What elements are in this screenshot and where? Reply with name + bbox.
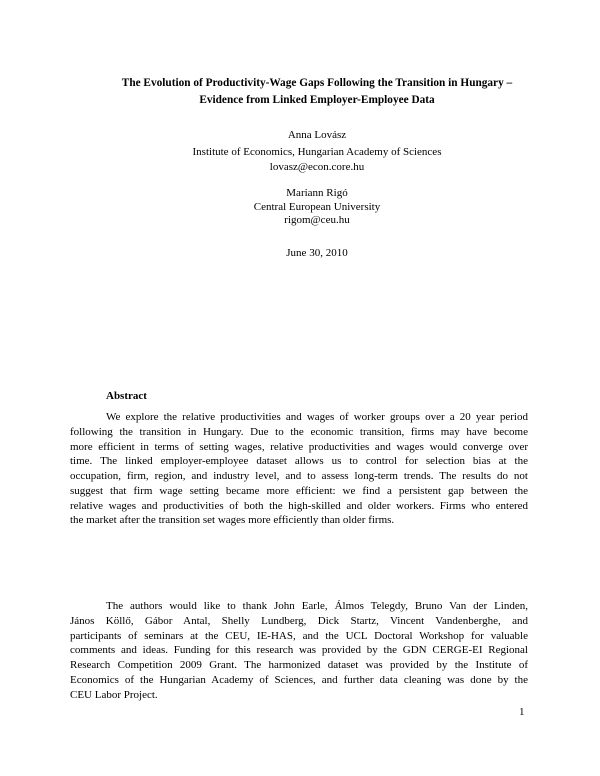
- paper-title-line-2: Evidence from Linked Employer-Employee Data: [199, 94, 435, 106]
- abstract-line: more efficient in terms of setting wages, relative productivities and wages would converge over: [70, 440, 528, 453]
- acknowledgement-line: CEU Labor Project.: [70, 688, 158, 701]
- acknowledgement-line: The authors would like to thank John Earle, Álmos Telegdy, Bruno Van der Linden,: [106, 600, 528, 612]
- paper-title-line-1: The Evolution of Productivity-Wage Gaps Following the Transition in Hungary –: [121, 77, 513, 89]
- author-2-name: Mariann Rigó: [286, 187, 348, 199]
- abstract-line: We explore the relative productivities and wages of worker groups over a 20 year period: [106, 411, 528, 423]
- abstract-line: occupation, firm, region, and industry level, and to assess long-term trends. The results do not: [70, 470, 528, 482]
- abstract-line: following the transition in Hungary. Due to the economic transition, firms may have become: [70, 425, 528, 438]
- acknowledgement-line: Research Competition 2009 Grant. The harmonized dataset was provided by the Institute of: [70, 659, 528, 671]
- acknowledgement-line: János Köllő, Gábor Antal, Shelly Lundberg, Dick Startz, Vincent Vandenberghe, and: [70, 614, 528, 627]
- acknowledgements-footnote: [70, 599, 528, 702]
- abstract-heading: Abstract: [106, 390, 147, 402]
- acknowledgement-line: comments and ideas. Funding for this research was provided by the GDN CERGE-EI Regional: [70, 644, 528, 657]
- abstract-line: suggest that firm wage setting became more efficient: we find a persistent gap between the: [70, 484, 528, 497]
- page-number: 1: [519, 706, 525, 718]
- author-1-affiliation: Institute of Economics, Hungarian Academy of Sciences: [192, 146, 442, 158]
- paper-date: June 30, 2010: [286, 247, 348, 259]
- author-2-email: rigom@ceu.hu: [284, 214, 350, 226]
- author-1-email: lovasz@econ.core.hu: [269, 161, 365, 173]
- acknowledgement-line: Economics of the Hungarian Academy of Sciences, and further data cleaning was done by the: [70, 673, 528, 686]
- abstract-line: the market after the transition set wages more efficiently than older firms.: [70, 514, 395, 527]
- author-2-affiliation: Central European University: [253, 201, 381, 213]
- acknowledgement-line: participants of seminars at the CEU, IE-HAS, and the UCL Doctoral Workshop for valuable: [70, 629, 528, 642]
- abstract-body: [70, 410, 528, 528]
- author-1-name: Anna Lovász: [287, 129, 347, 141]
- abstract-line: relative wages and productivities of both the high-skilled and older workers. Firms who entered: [70, 499, 528, 512]
- abstract-line: time. The linked employer-employee dataset allows us to control for selection bias at the: [70, 455, 528, 468]
